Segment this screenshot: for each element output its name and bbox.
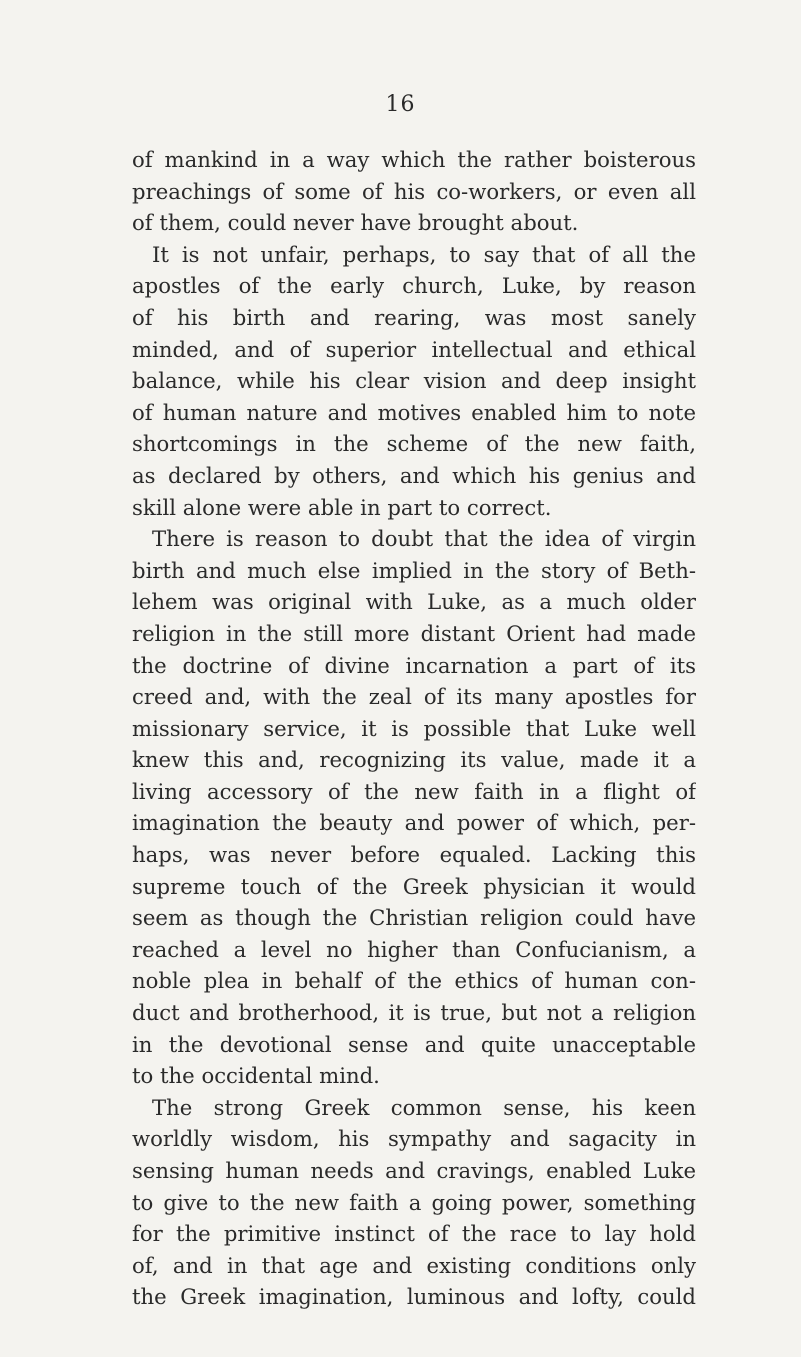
text-line: supreme touch of the Greek physician it would	[132, 873, 696, 899]
text-line: of mankind in a way which the rather boisterous	[132, 147, 696, 172]
text-line: balance, while his clear vision and deep insight	[132, 368, 696, 394]
text-line: as declared by others, and which his genius and	[132, 462, 696, 488]
text-line: worldly wisdom, his sympathy and sagacity in	[132, 1126, 696, 1152]
text-line: of, and in that age and existing conditions only	[132, 1252, 696, 1278]
text-line: lehem was original with Luke, as a much older	[132, 589, 696, 615]
text-line: imagination the beauty and power of which, per-	[132, 810, 696, 836]
text-line: knew this and, recognizing its value, made it a	[132, 747, 696, 773]
text-line: for the primitive instinct of the race to lay hold	[132, 1221, 696, 1247]
text-line: There is reason to doubt that the idea of virgin	[152, 526, 696, 552]
page-number: 16	[385, 92, 416, 117]
text-line: the Greek imagination, luminous and lofty, could	[132, 1284, 696, 1310]
text-line: The strong Greek common sense, his keen	[152, 1094, 696, 1120]
text-line: of his birth and rearing, was most sanely	[132, 304, 696, 330]
text-line: apostles of the early church, Luke, by reason	[132, 273, 696, 299]
text-line: seem as though the Christian religion could have	[132, 905, 696, 931]
text-line: in the devotional sense and quite unacceptable	[132, 1031, 696, 1057]
text-line: haps, was never before equaled. Lacking this	[132, 842, 696, 868]
text-line: duct and brotherhood, it is true, but not a religion	[132, 1000, 696, 1026]
text-line: of them, could never have brought about.	[132, 210, 579, 236]
text-line: religion in the still more distant Orient had made	[132, 620, 696, 646]
text-line: skill alone were able in part to correct.	[132, 494, 552, 520]
text-line: to the occidental mind.	[132, 1063, 380, 1089]
text-line: minded, and of superior intellectual and ethical	[132, 336, 696, 362]
text-line: reached a level no higher than Confucianism, a	[132, 936, 696, 962]
text-line: the doctrine of divine incarnation a part of its	[132, 652, 696, 678]
text-line: living accessory of the new faith in a flight of	[132, 778, 696, 804]
text-line: creed and, with the zeal of its many apostles for	[132, 684, 696, 710]
text-line: birth and much else implied in the story of Beth-	[132, 557, 696, 583]
text-line: shortcomings in the scheme of the new faith,	[132, 431, 696, 457]
text-line: to give to the new faith a going power, something	[132, 1189, 696, 1215]
text-line: sensing human needs and cravings, enabled Luke	[132, 1158, 696, 1183]
text-line: of human nature and motives enabled him to note	[132, 399, 696, 425]
text-line: missionary service, it is possible that Luke well	[132, 715, 696, 741]
text-line: It is not unfair, perhaps, to say that of all the	[152, 241, 696, 267]
text-line: noble plea in behalf of the ethics of human con-	[132, 968, 696, 994]
body-text	[132, 144, 696, 1313]
text-line: preachings of some of his co-workers, or even all	[132, 178, 696, 204]
